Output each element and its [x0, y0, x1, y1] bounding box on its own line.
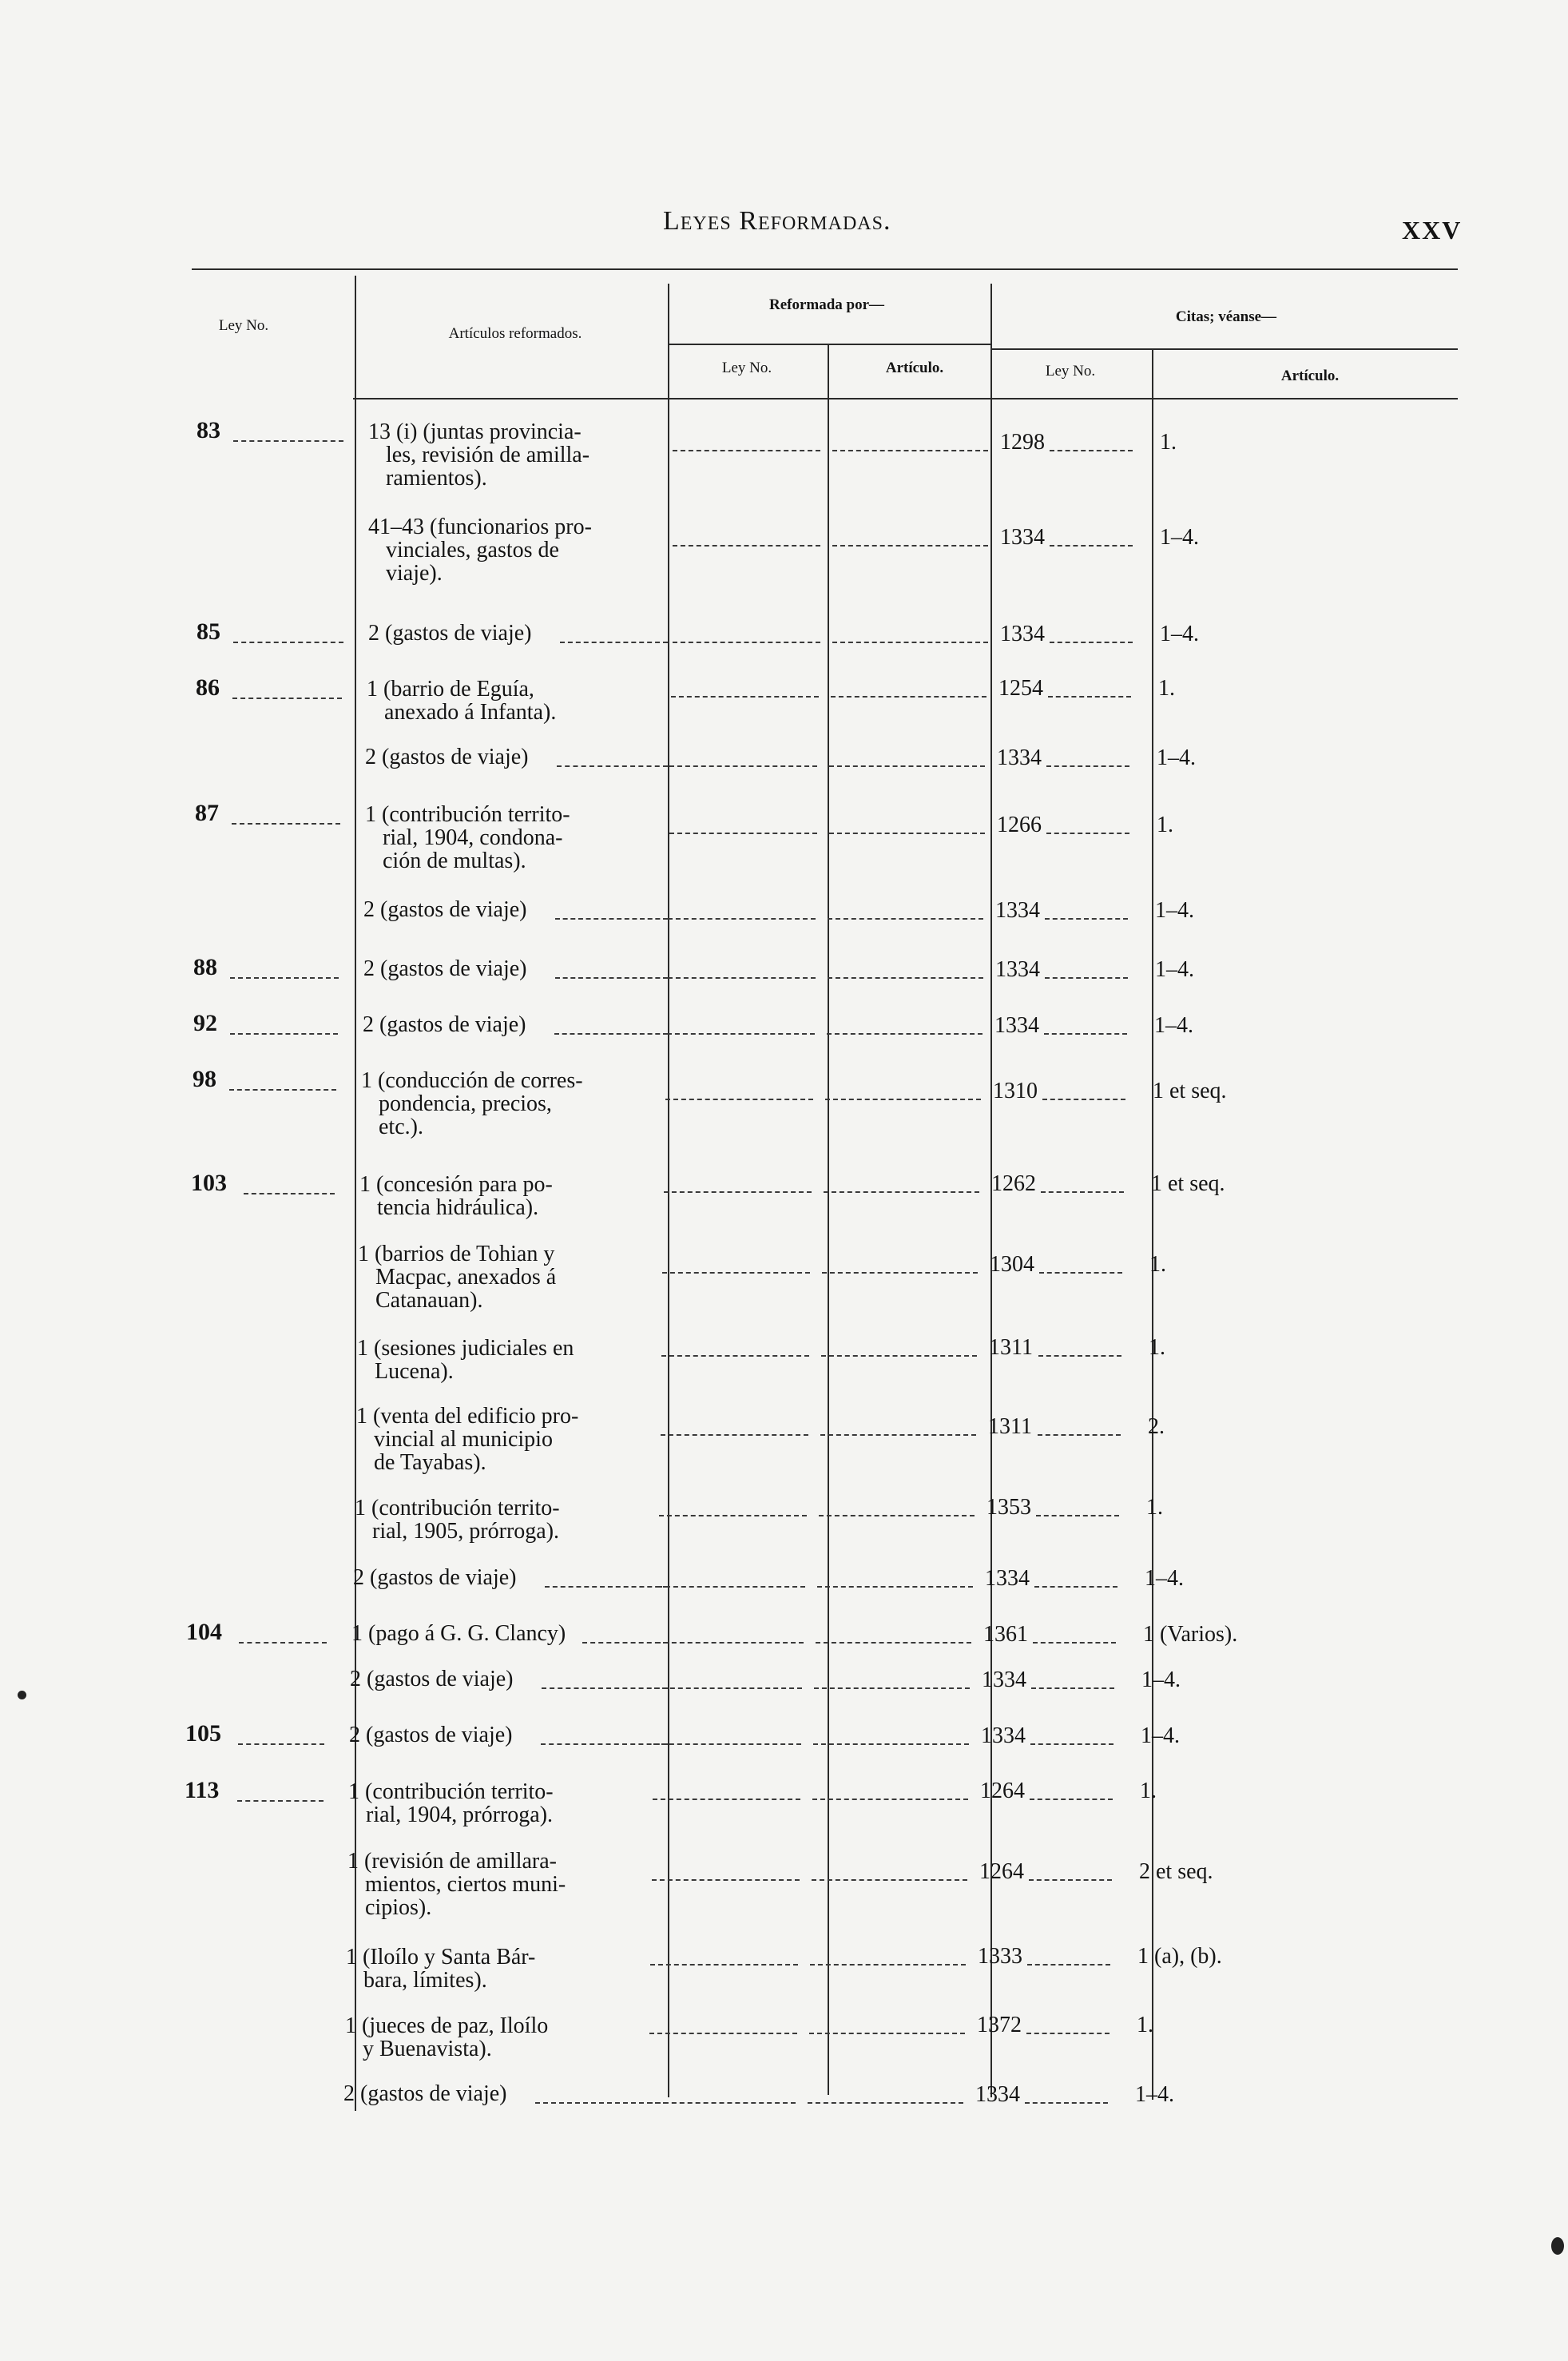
cita-leader-dots — [1038, 1355, 1121, 1357]
reformada-ley-empty — [652, 1879, 800, 1881]
reformada-ley-empty — [662, 1272, 810, 1274]
reformada-articulo-empty — [820, 1434, 976, 1436]
reformada-articulo-empty — [831, 696, 986, 698]
column-rule-articulos-left — [355, 276, 356, 2111]
cita-law-number: 1264 — [980, 1779, 1025, 1803]
table-top-rule — [192, 268, 1458, 270]
reformada-ley-empty — [673, 545, 820, 547]
cita-leader-dots — [1046, 833, 1129, 834]
cita-law-number: 1361 — [983, 1622, 1028, 1647]
reformada-articulo-empty — [832, 642, 988, 643]
law-number: 86 — [196, 674, 220, 701]
cita-law-number: 1333 — [978, 1944, 1022, 1969]
article-description-cont: rial, 1905, prórroga). — [372, 1519, 560, 1544]
cita-leader-dots — [1044, 1033, 1127, 1035]
article-description-cont: viaje). — [386, 561, 443, 586]
law-number: 113 — [185, 1777, 220, 1803]
paper-speck — [18, 1691, 26, 1699]
article-description-cont: Catanauan). — [375, 1288, 483, 1313]
cita-leader-dots — [1050, 642, 1133, 643]
cita-article: 1–4. — [1135, 2082, 1174, 2107]
article-description-cont: ramientos). — [386, 466, 487, 491]
cita-law-number: 1372 — [977, 2013, 1022, 2037]
reformada-articulo-empty — [809, 2033, 965, 2034]
law-leader-dots — [232, 698, 342, 699]
cita-article: 1–4. — [1155, 898, 1194, 923]
law-leader-dots — [229, 1089, 336, 1091]
reformada-ley-empty — [673, 642, 820, 643]
article-description: 1 (pago á G. G. Clancy) — [351, 1621, 566, 1646]
reformada-ley-empty — [661, 1434, 808, 1436]
cita-leader-dots — [1031, 1687, 1114, 1689]
header-ley-no: Ley No. — [218, 317, 269, 334]
reformada-ley-empty — [671, 696, 819, 698]
cita-article: 1–4. — [1160, 622, 1199, 646]
header-articulos-reformados: Artículos reformados. — [448, 325, 582, 342]
article-leader-dots — [555, 977, 668, 979]
reformada-ley-empty — [661, 1355, 809, 1357]
cita-article: 1 et seq. — [1153, 1079, 1227, 1103]
article-description: 2 (gastos de viaje) — [350, 1667, 514, 1691]
cita-leader-dots — [1046, 765, 1129, 767]
cita-law-number: 1334 — [995, 957, 1040, 982]
reformada-ley-empty — [653, 1743, 801, 1745]
article-description: 1 (conducción de corres- — [361, 1068, 583, 1093]
cita-law-number: 1264 — [979, 1859, 1024, 1884]
cita-law-number: 1334 — [1000, 525, 1045, 550]
cita-article: 1 et seq. — [1151, 1171, 1225, 1196]
cita-leader-dots — [1027, 1964, 1110, 1966]
reformada-articulo-empty — [832, 450, 988, 451]
article-description: 1 (barrios de Tohian y — [358, 1242, 555, 1266]
reformada-ley-empty — [648, 2102, 796, 2104]
law-leader-dots — [237, 1800, 324, 1802]
reformada-ley-empty — [653, 1799, 800, 1800]
cita-law-number: 1334 — [982, 1667, 1026, 1692]
article-description-cont: etc.). — [379, 1115, 423, 1139]
reformada-articulo-empty — [817, 1586, 973, 1588]
article-description-cont: Lucena). — [375, 1359, 454, 1384]
cita-leader-dots — [1045, 977, 1128, 979]
cita-article: 2. — [1148, 1414, 1165, 1439]
reformada-ley-empty — [657, 1586, 805, 1588]
article-description-cont: y Buenavista). — [363, 2037, 492, 2061]
cita-law-number: 1334 — [995, 898, 1040, 923]
reformada-articulo-empty — [822, 1272, 978, 1274]
cita-article: 1–4. — [1155, 957, 1194, 982]
header-cita-articulo: Artículo. — [1280, 368, 1340, 384]
cita-law-number: 1266 — [997, 813, 1042, 837]
article-description: 1 (revisión de amillara- — [347, 1849, 558, 1874]
article-description: 2 (gastos de viaje) — [349, 1723, 513, 1747]
cita-leader-dots — [1048, 696, 1131, 698]
reformada-articulo-empty — [828, 977, 983, 979]
header-ref-ley-no: Ley No. — [721, 360, 772, 376]
article-leader-dots — [545, 1586, 668, 1588]
law-number: 104 — [186, 1619, 222, 1645]
article-description-cont: les, revisión de amilla- — [386, 443, 590, 467]
cita-article: 1–4. — [1141, 1723, 1180, 1748]
reformada-ley-empty — [665, 1099, 813, 1100]
cita-article: 1. — [1158, 676, 1175, 701]
article-leader-dots — [560, 642, 668, 643]
cita-law-number: 1353 — [986, 1495, 1031, 1520]
cita-leader-dots — [1041, 1191, 1124, 1193]
article-description: 1 (concesión para po- — [359, 1172, 553, 1197]
page-number: XXV — [1402, 216, 1463, 244]
cita-law-number: 1311 — [989, 1335, 1033, 1360]
cita-law-number: 1334 — [1000, 622, 1045, 646]
cita-article: 1. — [1157, 813, 1173, 837]
reformada-ley-empty — [656, 1642, 804, 1644]
law-leader-dots — [238, 1743, 324, 1745]
article-description: 2 (gastos de viaje) — [363, 956, 527, 981]
law-leader-dots — [230, 977, 339, 979]
reformada-articulo-empty — [829, 833, 985, 834]
article-leader-dots — [582, 1642, 668, 1644]
cita-law-number: 1334 — [997, 745, 1042, 770]
cita-law-number: 1298 — [1000, 430, 1045, 455]
cita-article: 1–4. — [1160, 525, 1199, 550]
law-number: 88 — [193, 954, 217, 980]
reformada-articulo-empty — [812, 1799, 968, 1800]
cita-leader-dots — [1034, 1586, 1117, 1588]
article-description: 13 (i) (juntas provincia- — [368, 419, 582, 444]
cita-article: 1–4. — [1154, 1013, 1193, 1038]
reformada-articulo-empty — [816, 1642, 971, 1644]
article-description-cont: ción de multas). — [383, 849, 526, 873]
cita-article: 1 (Varios). — [1143, 1622, 1238, 1647]
cita-law-number: 1262 — [991, 1171, 1036, 1196]
header-bottom-rule — [353, 398, 1458, 399]
article-leader-dots — [542, 1687, 668, 1689]
reformada-ley-empty — [649, 2033, 797, 2034]
reformada-subrule — [668, 344, 990, 345]
article-description: 2 (gastos de viaje) — [365, 745, 529, 769]
law-number: 103 — [191, 1170, 227, 1196]
cita-leader-dots — [1030, 1799, 1113, 1800]
reformada-ley-empty — [668, 918, 816, 920]
article-description-cont: vincial al municipio — [374, 1427, 553, 1452]
reformada-articulo-empty — [827, 1033, 982, 1035]
cita-leader-dots — [1050, 545, 1133, 547]
reformada-articulo-empty — [808, 2102, 963, 2104]
article-description-cont: cipios). — [365, 1895, 432, 1920]
cita-article: 1 (a), (b). — [1137, 1944, 1222, 1969]
reformada-articulo-empty — [829, 765, 985, 767]
law-number: 87 — [195, 800, 219, 826]
article-description: 2 (gastos de viaje) — [343, 2081, 507, 2106]
cita-law-number: 1334 — [985, 1566, 1030, 1591]
law-number: 98 — [193, 1066, 216, 1092]
cita-leader-dots — [1026, 2033, 1110, 2034]
cita-law-number: 1334 — [994, 1013, 1039, 1038]
cita-law-number: 1254 — [998, 676, 1043, 701]
cita-article: 1–4. — [1157, 745, 1196, 770]
header-citas: Citas; véanse— — [1175, 308, 1277, 325]
law-leader-dots — [239, 1642, 327, 1644]
cita-leader-dots — [1029, 1879, 1112, 1881]
reformada-articulo-empty — [825, 1099, 981, 1100]
article-description: 1 (Iloílo y Santa Bár- — [346, 1945, 536, 1969]
article-description: 1 (barrio de Eguía, — [367, 677, 534, 702]
article-leader-dots — [554, 1033, 668, 1035]
cita-article: 1–4. — [1141, 1667, 1181, 1692]
article-description-cont: rial, 1904, condona- — [383, 825, 563, 850]
law-number: 105 — [185, 1720, 221, 1747]
reformada-ley-empty — [669, 833, 817, 834]
cita-article: 1. — [1140, 1779, 1157, 1803]
cita-leader-dots — [1050, 450, 1133, 451]
cita-article: 1–4. — [1145, 1566, 1184, 1591]
reformada-articulo-empty — [812, 1879, 967, 1881]
cita-law-number: 1311 — [988, 1414, 1032, 1439]
article-description-cont: rial, 1904, prórroga). — [366, 1803, 554, 1827]
column-rule-cita-articulo-left — [1152, 350, 1153, 2100]
column-rule-ref-articulo-left — [828, 345, 829, 2095]
reformada-ley-empty — [667, 1033, 815, 1035]
article-description-cont: de Tayabas). — [374, 1450, 486, 1475]
column-rule-reformada-left — [668, 284, 669, 2097]
running-title: Leyes Reformadas. — [663, 206, 891, 236]
reformada-articulo-empty — [821, 1355, 977, 1357]
cita-article: 1. — [1149, 1252, 1166, 1277]
cita-leader-dots — [1025, 2102, 1108, 2104]
article-description: 2 (gastos de viaje) — [363, 897, 527, 922]
cita-leader-dots — [1036, 1515, 1119, 1516]
article-description: 2 (gastos de viaje) — [368, 621, 532, 646]
cita-leader-dots — [1039, 1272, 1122, 1274]
cita-article: 1. — [1149, 1335, 1165, 1360]
cita-article: 1. — [1146, 1495, 1163, 1520]
cita-article: 2 et seq. — [1139, 1859, 1213, 1884]
reformada-ley-empty — [650, 1964, 798, 1966]
cita-law-number: 1334 — [975, 2082, 1020, 2107]
article-description-cont: anexado á Infanta). — [384, 700, 557, 725]
reformada-ley-empty — [664, 1191, 812, 1193]
law-leader-dots — [233, 440, 343, 442]
law-leader-dots — [230, 1033, 338, 1035]
article-description: 1 (sesiones judiciales en — [357, 1336, 574, 1361]
article-leader-dots — [555, 918, 668, 920]
law-leader-dots — [232, 823, 340, 825]
citas-subrule — [990, 348, 1458, 350]
article-description-cont: vinciales, gastos de — [386, 538, 559, 562]
reformada-articulo-empty — [810, 1964, 966, 1966]
reformada-ley-empty — [659, 1515, 807, 1516]
article-description: 2 (gastos de viaje) — [363, 1012, 526, 1037]
article-description: 1 (jueces de paz, Iloílo — [345, 2013, 549, 2038]
article-description-cont: tencia hidráulica). — [377, 1195, 539, 1220]
reformada-ley-empty — [669, 765, 817, 767]
reformada-articulo-empty — [814, 1687, 970, 1689]
law-leader-dots — [244, 1193, 335, 1194]
law-number: 85 — [196, 618, 220, 645]
reformada-ley-empty — [673, 450, 820, 451]
cita-leader-dots — [1033, 1642, 1116, 1644]
article-description: 41–43 (funcionarios pro- — [368, 515, 592, 539]
cita-law-number: 1334 — [981, 1723, 1026, 1748]
cita-article: 1. — [1137, 2013, 1153, 2037]
cita-article: 1. — [1160, 430, 1177, 455]
header-ref-articulo: Artículo. — [885, 360, 944, 376]
reformada-articulo-empty — [832, 545, 988, 547]
reformada-ley-empty — [654, 1687, 802, 1689]
article-description-cont: mientos, ciertos muni- — [365, 1872, 566, 1897]
reformada-articulo-empty — [813, 1743, 969, 1745]
cita-leader-dots — [1045, 918, 1128, 920]
article-description-cont: Macpac, anexados á — [375, 1265, 557, 1290]
reformada-articulo-empty — [828, 918, 983, 920]
law-number: 83 — [196, 417, 220, 443]
reformada-ley-empty — [668, 977, 816, 979]
header-cita-ley-no: Ley No. — [1045, 363, 1096, 380]
article-description: 1 (contribución territo- — [355, 1496, 560, 1520]
reformada-articulo-empty — [819, 1515, 975, 1516]
article-leader-dots — [541, 1743, 668, 1745]
paper-speck — [1551, 2237, 1564, 2255]
article-description: 2 (gastos de viaje) — [353, 1565, 517, 1590]
article-description: 1 (contribución territo- — [348, 1779, 554, 1804]
cita-leader-dots — [1030, 1743, 1113, 1745]
cita-leader-dots — [1042, 1099, 1125, 1100]
article-description-cont: bara, límites). — [363, 1968, 487, 1993]
cita-law-number: 1310 — [993, 1079, 1038, 1103]
reformada-articulo-empty — [824, 1191, 979, 1193]
cita-law-number: 1304 — [990, 1252, 1034, 1277]
article-leader-dots — [557, 765, 668, 767]
header-reformada-por: Reformada por— — [768, 296, 885, 313]
cita-leader-dots — [1038, 1434, 1121, 1436]
law-number: 92 — [193, 1010, 217, 1036]
article-description: 1 (contribución territo- — [365, 802, 570, 827]
article-description-cont: pondencia, precios, — [379, 1091, 552, 1116]
article-description: 1 (venta del edificio pro- — [356, 1404, 579, 1429]
law-leader-dots — [233, 642, 343, 643]
